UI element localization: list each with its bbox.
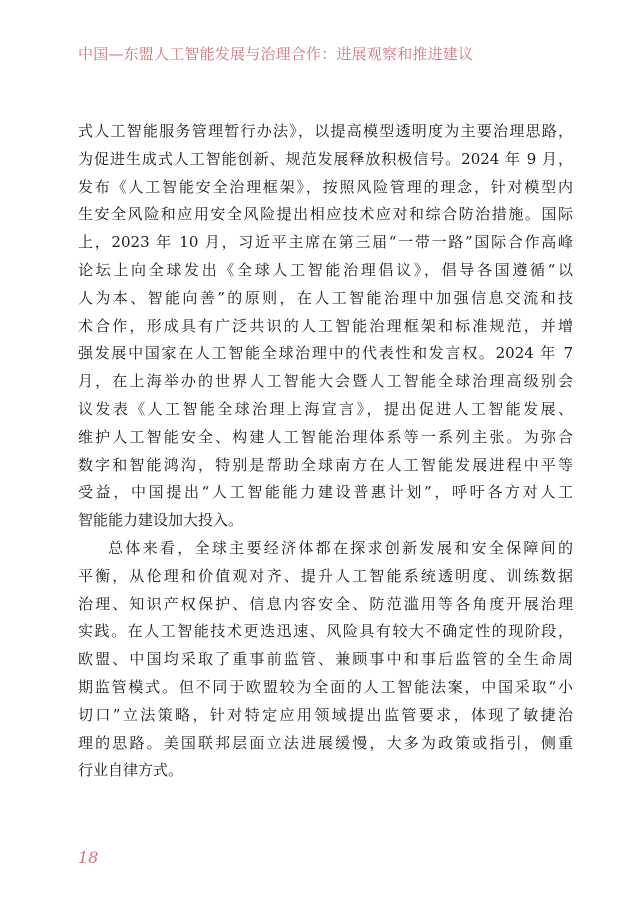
text-line: 平衡，从伦理和价值观对齐、提升人工智能系统透明度、训练数据 — [78, 566, 573, 585]
text-line: 上，2023 年 10 月，习近平主席在第三届“一带一路”国际合作高峰 — [78, 233, 573, 252]
text-line: 实践。在人工智能技术更迭迅速、风险具有较大不确定性的现阶段， — [78, 622, 573, 641]
text-line: 论坛上向全球发出《全球人工智能治理倡议》，倡导各国遵循“以 — [78, 260, 573, 279]
text-line: 式人工智能服务管理暂行办法》，以提高模型透明度为主要治理思路， — [78, 122, 573, 140]
page-number: 18 — [78, 848, 99, 867]
text-line: 行业自律方式。 — [78, 761, 184, 780]
text-line: 切口”立法策略，针对特定应用领域提出监管要求，体现了敏捷治 — [78, 705, 573, 724]
paragraph-1 — [78, 118, 573, 535]
text-line: 人为本、智能向善”的原则，在人工智能治理中加强信息交流和技 — [78, 288, 573, 307]
text-line: 数字和智能鸿沟，特别是帮助全球南方在人工智能发展进程中平等 — [78, 455, 573, 474]
text-line: 议发表《人工智能全球治理上海宣言》，提出促进人工智能发展、 — [78, 399, 573, 418]
text-line: 理的思路。美国联邦层面立法进展缓慢，大多为政策或指引，侧重 — [78, 733, 573, 752]
text-line: 智能能力建设加大投入。 — [78, 511, 244, 530]
text-line: 总体来看，全球主要经济体都在探求创新发展和安全保障间的 — [108, 538, 573, 557]
text-line: 期监管模式。但不同于欧盟较为全面的人工智能法案，中国采取“小 — [78, 677, 573, 696]
text-line: 为促进生成式人工智能创新、规范发展释放积极信号。2024 年 9 月， — [78, 149, 573, 168]
text-line: 受益，中国提出“人工智能能力建设普惠计划”，呼吁各方对人工 — [78, 483, 573, 502]
text-line: 强发展中国家在人工智能全球治理中的代表性和发言权。2024 年 7 — [78, 344, 573, 363]
text-line: 术合作，形成具有广泛共识的人工智能治理框架和标准规范，并增 — [78, 316, 573, 335]
text-line: 欧盟、中国均采取了重事前监管、兼顾事中和事后监管的全生命周 — [78, 650, 573, 669]
text-line: 发布《人工智能安全治理框架》，按照风险管理的理念，针对模型内 — [78, 177, 573, 196]
body-text — [78, 118, 573, 785]
running-header: 中国—东盟人工智能发展与治理合作：进展观察和推进建议 — [78, 45, 474, 63]
text-line: 月，在上海举办的世界人工智能大会暨人工智能全球治理高级别会 — [78, 372, 573, 391]
text-line: 生安全风险和应用安全风险提出相应技术应对和综合防治措施。国际 — [78, 205, 573, 224]
text-line: 维护人工智能安全、构建人工智能治理体系等一系列主张。为弥合 — [78, 427, 573, 446]
paragraph-2 — [78, 535, 573, 785]
text-line: 治理、知识产权保护、信息内容安全、防范滥用等各角度开展治理 — [78, 594, 573, 613]
